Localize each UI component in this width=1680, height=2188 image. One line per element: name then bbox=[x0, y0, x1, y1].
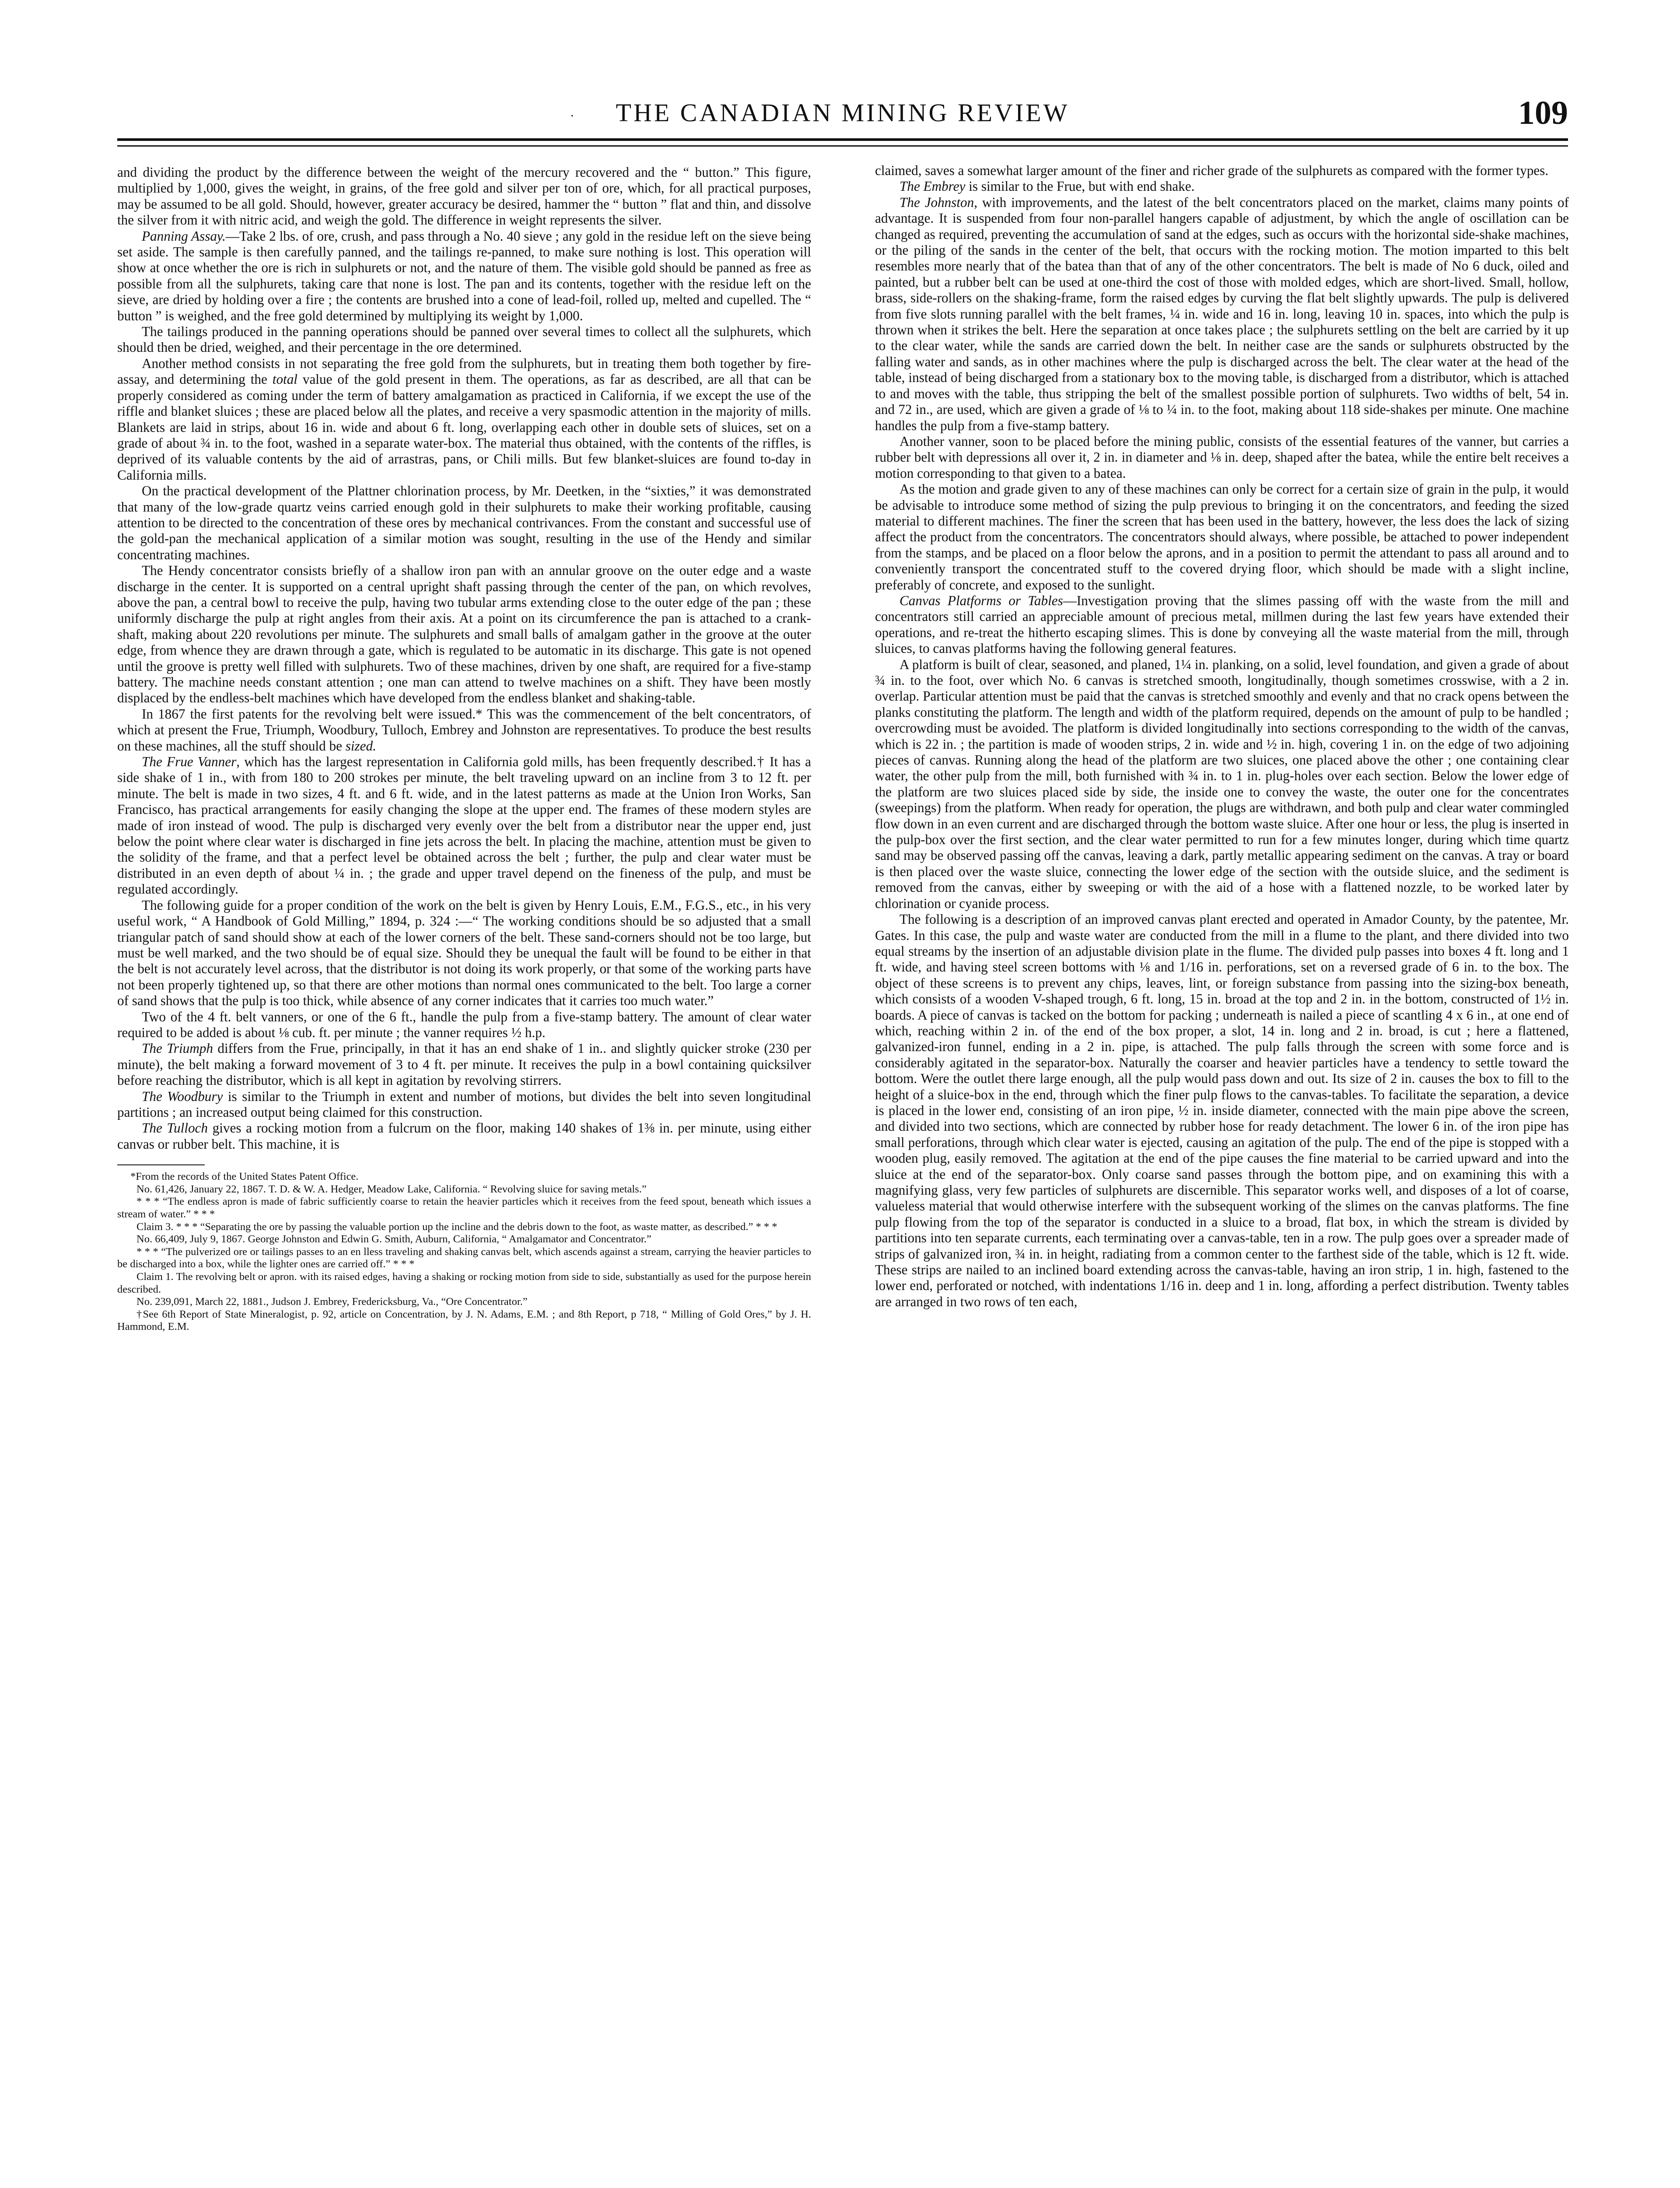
footnote: †See 6th Report of State Mineralogist, p. 92, article on Concentration, by J. N. Adams, E.M. ; and 8th Report, p 718, “ Milling of Gold Ores,” by J. H. Hammond, E.M. bbox=[117, 1308, 811, 1333]
paragraph: The Johnston, with improvements, and the latest of the belt concentrators placed on the market, claims many points of advantage. It is suspended from four non-parallel hangers capable of adjustment, by which the angle of oscillation can be changed as required, preventing the accumulation of sand at the edges, such as occurs with the horizontal side-shake machines, or the piling of the sands in the center of the belt, that occurs with the rocking motion. The motion imparted to this belt resembles more nearly that of the batea than that of any of the other concentrators. The belt is made of No 6 duck, oiled and painted, but a rubber belt can be used at one-third the cost of those with molded edges, which are short-lived. Small, hollow, brass, side-rollers on the shaking-frame, form the raised edges by curving the flat belt slightly upwards. The pulp is delivered from five slots running parallel with the belt frames, ¼ in. wide and 16 in. long, leaving 10 in. spaces, into which the pulp is thrown when it strikes the belt. Here the separation at once takes place ; the sulphurets settling on the belt are carried by it up to the clear water, while the sands are carried down the belt. In neither case are the sands or sulphurets obstructed by the falling water and sands, as in other machines where the pulp is discharged across the belt. The clear water at the head of the table, instead of being discharged from a stationary box to the moving table, is discharged from a distributor, which is attached to and moves with the table, thus stripping the belt of the smallest possible portion of sulphurets. Two widths of belt, 54 in. and 72 in., are used, which are given a grade of ⅛ to ¼ in. to the foot, making about 118 side-shakes per minute. One machine handles the pulp from a five-stamp battery. bbox=[875, 194, 1569, 433]
paragraph: As the motion and grade given to any of these machines can only be correct for a certain size of grain in the pulp, it would be advisable to introduce some method of sizing the pulp previous to bringing it on the concentrators, and feeding the sized material to different machines. The finer the screen that has been used in the battery, however, the less does the lack of sizing affect the product from the concentrators. The concentrators should always, where possible, be attached to power independent from the stamps, and be placed on a floor below the aprons, and in a position to permit the attendant to pass all around and to conveniently transport the concentrated stuff to the covered drying floor, which should be made with a slight incline, preferably of concrete, and exposed to the sunlight. bbox=[875, 481, 1569, 593]
paragraph: Two of the 4 ft. belt vanners, or one of the 6 ft., handle the pulp from a five-stamp battery. The amount of clear water required to be added is about ⅛ cub. ft. per minute ; the vanner requires ½ h.p. bbox=[117, 1009, 811, 1040]
paragraph: Another method consists in not separating the free gold from the sulphurets, but in treating them both together by fire-assay, and determining the total value of the gold present in them. The operations, as far as described, are all that can be properly considered as coming under the term of battery amalgamation as practiced in California, if we except the use of the riffle and blanket sluices ; these are placed below all the plates, and receive a very spasmodic attention in the majority of mills. Blankets are laid in strips, about 16 in. wide and about 6 ft. long, overlapping each other in double sets of sluices, set on a grade of about ¾ in. to the foot, washed in a separate water-box. The material thus obtained, with the contents of the riffles, is deprived of its valuable contents by the aid of arrastras, pans, or Chili mills. But few blanket-sluices are found to-day in California mills. bbox=[117, 355, 812, 483]
footnote: No. 66,409, July 9, 1867. George Johnston and Edwin G. Smith, Auburn, California, “ Amalgamator and Concentrator.” bbox=[136, 1233, 651, 1245]
right-column bbox=[875, 163, 1569, 1310]
paragraph: claimed, saves a somewhat larger amount of the finer and richer grade of the sulphurets as compared with the former types. bbox=[875, 163, 1549, 178]
paragraph: The Embrey is similar to the Frue, but with end shake. bbox=[900, 179, 1195, 194]
paragraph: and dividing the product by the difference between the weight of the mercury recovered and the “ button.” This figure, multiplied by 1,000, gives the weight, in grains, of the free gold and silver per ton of ore, which, for all practical purposes, may be assumed to be all gold. Should, however, greater accuracy be desired, hammer the “ button ” flat and thin, and dissolve the silver from it with nitric acid, and weigh the gold. The difference in weight represents the silver. bbox=[117, 165, 811, 228]
header-rule-thick bbox=[117, 138, 1568, 141]
footnote: * * * “The endless apron is made of fabric sufficiently coarse to retain the heavier particles which it receives from the feed spout, beneath which issues a stream of water.” * * * bbox=[117, 1196, 811, 1220]
footnote: Claim 1. The revolving belt or apron. with its raised edges, having a shaking or rocking motion from side to side, substantially as used for the purpose herein described. bbox=[117, 1270, 811, 1295]
paragraph: In 1867 the first patents for the revolving belt were issued.* This was the commencement of the belt concentrators, of which at present the Frue, Triumph, Woodbury, Tulloch, Embrey and Johnston are representatives. To produce the best results on these machines, all the stuff should be sized. bbox=[117, 706, 811, 754]
footnote: * * * “The pulverized ore or tailings passes to an en lless traveling and shaking canvas belt, which ascends against a stream, carrying the heavier particles to be discharged into a box, while the lighter ones are carried off.” * * * bbox=[117, 1245, 811, 1270]
paragraph: The following is a description of an improved canvas plant erected and operated in Amador County, by the patentee, Mr. Gates. In this case, the pulp and waste water are conducted from the mill in a flume to the plant, and there divided into two equal streams by the insertion of an adjustable division plate in the flume. The divided pulp passes into boxes 4 ft. long and 1 ft. wide, and having steel screen bottoms with ⅛ and 1/16 in. perforations, set on a reversed grade of 6 in. to the box. The object of these screens is to prevent any chips, leaves, lint, or foreign substance from passing into the sizing-box beneath, which consists of a wooden V-shaped trough, 6 ft. long, 15 in. broad at the top and 2 in. in the bottom, constructed of 1½ in. boards. A piece of canvas is tacked on the bottom for packing ; underneath is nailed a piece of scantling 4 x 6 in., at one end of which, reaching within 2 in. of the end of the box proper, a slot, 14 in. long and 2 in. broad, is cut ; here a flattened, galvanized-iron funnel, ending in a 2 in. pipe, is attached. The pulp falls through the screen with some force and is considerably agitated in the separator-box. Naturally the coarser and heavier particles have a tendency to settle toward the bottom. Were the outlet there large enough, all the pulp would pass down and out. Its size of 2 in. causes the box to fill to the height of a sluice-box in the end, through which the finer pulp flows to the canvas-tables. To facilitate the separation, a device is placed in the lower end, consisting of an iron pipe, ½ in. inside diameter, connected with the main pipe above the screen, and divided into two sections, which are connected by rubber hose for ready detachment. The lower 6 in. of the iron pipe has small perforations, through which clear water is ejected, causing an agitation of the pulp. The end of the pipe is stopped with a wooden plug, easily removed. The agitation at the end of the pipe causes the fine material to be carried upward and into the sluice at the end of the separator-box. Only coarse sand passes through the bottom pipe, and on examining this with a magnifying glass, very few particles of sulphurets are discernible. This separator works well, and disposes of a lot of coarse, valueless material that would otherwise interfere with the subsequent working of the slimes on the canvas platforms. The fine pulp flowing from the top of the separator is conducted in a sluice to a broad, flat box, in which the stream is divided by partitions into ten separate currents, each terminating over a canvas-table, ten in a row. The pulp goes over a spreader made of strips of galvanized iron, ¾ in. in height, radiating from a common center to the farthest side of the table, which is 12 ft. wide. These strips are nailed to an inclined board extending across the canvas-table, having an iron strip, 1 in. high, fastened to the lower end, perforated or notched, with indentations 1/16 in. deep and 1 in. long, affording a perfect distribution. Twenty tables are arranged in two rows of ten each, bbox=[875, 912, 1569, 1309]
paragraph: The Woodbury is similar to the Triumph in extent and number of motions, but divides the belt into seven longitudinal partitions ; an increased output being claimed for this construction. bbox=[117, 1088, 811, 1120]
footnotes bbox=[117, 1171, 811, 1333]
footnote: No. 61,426, January 22, 1867. T. D. & W. A. Hedger, Meadow Lake, California. “ Revolving sluice for saving metals.” bbox=[136, 1183, 647, 1195]
paragraph: The Hendy concentrator consists briefly of a shallow iron pan with an annular groove on the outer edge and a waste discharge in the center. It is supported on a central upright shaft passing through the center of the pan, on which revolves, above the pan, a central bowl to receive the pulp, having two tubular arms extending close to the outer edge of the pan ; these uniformly discharge the pulp at right angles from their axis. At a point on its circumference the pan is attached to a crank-shaft, making about 220 revolutions per minute. The sulphurets and small balls of amalgam gather in the groove at the outer edge, from whence they are drawn through a gate, which is regulated to be automatic in its discharge. This gate is not opened until the groove is pretty well filled with sulphurets. Two of these machines, driven by one shaft, are required for a five-stamp battery. The machine needs constant attention ; one man can attend to twelve machines on a shift. They have been mostly displaced by the endless-belt machines which have developed from the endless blanket and shaking-table. bbox=[117, 563, 811, 706]
journal-title: THE CANADIAN MINING REVIEW bbox=[616, 98, 1070, 127]
paragraph: Panning Assay.—Take 2 lbs. of ore, crush, and pass through a No. 40 sieve ; any gold in the residue left on the sieve being set aside. The sample is then carefully panned, and the tailings re-panned, to make sure nothing is lost. This operation will show at once whether the ore is rich in sulphurets or not, and the nature of them. The visible gold should be panned as free as possible from all the sulphurets, taking care that none is lost. The pan and its contents, together with the residue left on the sieve, are dried by holding over a fire ; the contents are brushed into a cone of lead-foil, rolled up, melted and cupelled. The “ button ” is weighed, and the free gold determined by multiplying its weight by 1,000. bbox=[117, 228, 811, 323]
paragraph: The Tulloch gives a rocking motion from a fulcrum on the floor, making 140 shakes of 1⅜ in. per minute, using either canvas or rubber belt. This machine, it is bbox=[117, 1120, 811, 1152]
paragraph: The Frue Vanner, which has the largest representation in California gold mills, has been frequently described.† It has a side shake of 1 in., with from 180 to 200 strokes per minute, the belt traveling upward on an incline from 3 to 12 ft. per minute. The belt is made in two sizes, 4 ft. and 6 ft. wide, and in the latest patterns as made at the Union Iron Works, San Francisco, has practical arrangements for easily changing the slope at the upper end. The frames of these modern styles are made of iron instead of wood. The pulp is discharged very evenly over the belt from a distributor near the upper end, just below the point where clear water is discharged in fine jets across the belt. In placing the machine, attention must be given to the solidity of the frame, and that a perfect level be obtained across the belt ; further, the pulp and clear water must be distributed in an even depth of about ¼ in. ; the grade and upper travel depend on the fineness of the pulp, and must be regulated accordingly. bbox=[117, 754, 811, 897]
paragraph: The tailings produced in the panning operations should be panned over several times to collect all the sulphurets, which should then be dried, weighed, and their percentage in the ore determined. bbox=[117, 324, 811, 355]
header-dot: . bbox=[570, 105, 574, 119]
footnote-rule bbox=[117, 1164, 205, 1165]
footnote: No. 239,091, March 22, 1881., Judson J. Embrey, Fredericksburg, Va., “Ore Concentrator.” bbox=[136, 1296, 528, 1308]
page-number: 109 bbox=[1518, 95, 1568, 131]
paragraph: The Triumph differs from the Frue, principally, in that it has an end shake of 1 in.. and slightly quicker stroke (230 per minute), the belt making a forward movement of 3 to 4 ft. per minute. It receives the pulp in a bowl containing quicksilver before reaching the distributor, which is all kept in agitation by revolving stirrers. bbox=[117, 1041, 811, 1088]
left-column bbox=[117, 165, 811, 1333]
paragraph: Canvas Platforms or Tables—Investigation proving that the slimes passing off with the waste from the mill and concentrators still carried an appreciable amount of precious metal, millmen during the last few years have extended their operations, and re-treat the hitherto escaping slimes. This is done by conveying all the waste material from the mill, through sluices, to canvas platforms having the following general features. bbox=[875, 593, 1569, 656]
footnote: *From the records of the United States Patent Office. bbox=[130, 1171, 359, 1183]
paragraph: Another vanner, soon to be placed before the mining public, consists of the essential features of the vanner, but carries a rubber belt with depressions all over it, 2 in. in diameter and ⅛ in. deep, shaped after the batea, while the entire belt receives a motion corresponding to that given to a batea. bbox=[875, 433, 1569, 481]
page-header bbox=[117, 95, 1568, 131]
paragraph: A platform is built of clear, seasoned, and planed, 1¼ in. planking, on a solid, level foundation, and given a grade of about ¾ in. to the foot, over which No. 6 canvas is stretched smooth, longitudinally, though sometimes crosswise, with a 2 in. overlap. Particular attention must be paid that the canvas is stretched smoothly and evenly and that no crack opens between the planks constituting the platform. The length and width of the platform required, depends on the amount of pulp to be handled ; overcrowding must be avoided. The platform is divided longitudinally into sections corresponding to the width of the canvas, which is 22 in. ; the partition is made of wooden strips, 2 in. wide and ½ in. high, covering 1 in. on the edge of two adjoining pieces of canvas. Running along the head of the platform are two sluices, one placed above the other ; one containing clear water, the other pulp from the mill, both furnished with ¾ in. to 1 in. plug-holes over each section. Below the lower edge of the platform are two sluices placed side by side, the inside one to convey the waste, the outer one for the concentrates (sweepings) from the platform. When ready for operation, the plugs are withdrawn, and both pulp and clear water commingled flow down in an even current and are discharged through the bottom waste sluice. After one hour or less, the plug is inserted in the pulp-box over the first section, and the clear water permitted to run for a few minutes longer, during which time quartz sand may be observed passing off the canvas, leaving a dark, partly metallic appearing sediment on the canvas. A tray or board is then placed over the waste sluice, connecting the lower edge of the section with the outside sluice, and the sediment is removed from the canvas, either by sweeping or with the aid of a hose with a flattened nozzle, to be worked later by chlorination or cyanide process. bbox=[875, 656, 1569, 911]
paragraph: On the practical development of the Plattner chlorination process, by Mr. Deetken, in the “sixties,” it was demonstrated that many of the low-grade quartz veins carried enough gold in their sulphurets to make their working profitable, causing attention to be directed to the concentration of these ores by mechanical contrivances. From the constant and successful use of the gold-pan the mechanical application of a similar motion was sought, resulting in the use of the Hendy and similar concentrating machines. bbox=[117, 483, 811, 562]
header-rule-thin bbox=[117, 145, 1568, 147]
paragraph: The following guide for a proper condition of the work on the belt is given by Henry Louis, E.M., F.G.S., etc., in his very useful work, “ A Handbook of Gold Milling,” 1894, p. 324 :—“ The working conditions should be so adjusted that a small triangular patch of sand should show at each of the lower corners of the belt. These sand-corners should not be too large, but must be well marked, and the two should be of equal size. Should they be unequal the fault will be found to be either in that the belt is not accurately level across, that the distributor is not doing its work properly, or that some of the working parts have not been properly tightened up, so that there are other motions than normal ones communicated to the belt. Too large a corner of sand shows that the pulp is too thick, while absence of any corner indicates that it carries too much water.” bbox=[117, 897, 811, 1009]
footnote: Claim 3. * * * “Separating the ore by passing the valuable portion up the incline and the debris down to the foot, as waste matter, as described.” * * * bbox=[136, 1220, 777, 1233]
